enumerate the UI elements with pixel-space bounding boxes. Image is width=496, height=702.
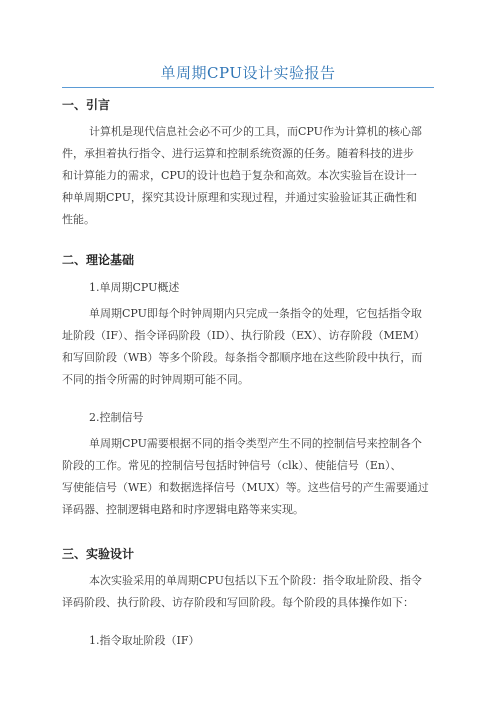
section-heading-design: 三、实验设计	[62, 547, 135, 561]
paragraph-line: 和计算能力的需求，CPU的设计也趋于复杂和高效。本次实验旨在设计一	[62, 169, 417, 182]
theory-paragraph-1	[62, 303, 435, 391]
paragraph-line: 性能。	[62, 213, 95, 226]
document-title: 单周期CPU设计实验报告	[160, 64, 336, 82]
paragraph-line: 单周期CPU即每个时钟周期内只完成一条指令的处理，它包括指令取	[89, 307, 422, 320]
paragraph-line: 不同的指令所需的时钟周期可能不同。	[62, 373, 249, 386]
section-heading-intro: 一、引言	[62, 98, 111, 112]
subheading-fetch-stage: 1.指令取址阶段（IF）	[89, 634, 200, 647]
title-underline	[62, 87, 434, 88]
paragraph-line: 和写回阶段（WB）等多个阶段。每条指令都顺序地在这些阶段中执行，而	[62, 351, 423, 364]
paragraph-line: 计算机是现代信息社会必不可少的工具，而CPU作为计算机的核心部	[89, 125, 422, 138]
paragraph-line: 件，承担着执行指令、进行运算和控制系统资源的任务。随着科技的进步	[62, 147, 414, 160]
paragraph-line: 单周期CPU需要根据不同的指令类型产生不同的控制信号来控制各个	[89, 437, 422, 450]
subheading-cpu-overview: 1.单周期CPU概述	[89, 281, 180, 294]
paragraph-line: 本次实验采用的单周期CPU包括以下五个阶段：指令取址阶段、指令	[89, 574, 422, 587]
paragraph-line: 译码阶段、执行阶段、访存阶段和写回阶段。每个阶段的具体操作如下：	[62, 596, 414, 609]
paragraph-line: 址阶段（IF）、指令译码阶段（ID）、执行阶段（EX）、访存阶段（MEM）	[62, 329, 426, 342]
paragraph-line: 阶段的工作。常见的控制信号包括时钟信号（clk）、使能信号（En）、	[62, 459, 402, 472]
paragraph-line: 译码器、控制逻辑电路和时序逻辑电路等来实现。	[62, 503, 304, 516]
design-paragraph	[62, 570, 435, 614]
subheading-control-signals: 2.控制信号	[89, 411, 144, 424]
section-heading-theory: 二、理论基础	[62, 253, 135, 267]
intro-paragraph	[62, 121, 435, 231]
paragraph-line: 种单周期CPU，探究其设计原理和实现过程，并通过实验验证其正确性和	[62, 191, 417, 204]
paragraph-line: 写使能信号（WE）和数据选择信号（MUX）等。这些信号的产生需要通过	[62, 481, 429, 494]
theory-paragraph-2	[62, 433, 435, 521]
